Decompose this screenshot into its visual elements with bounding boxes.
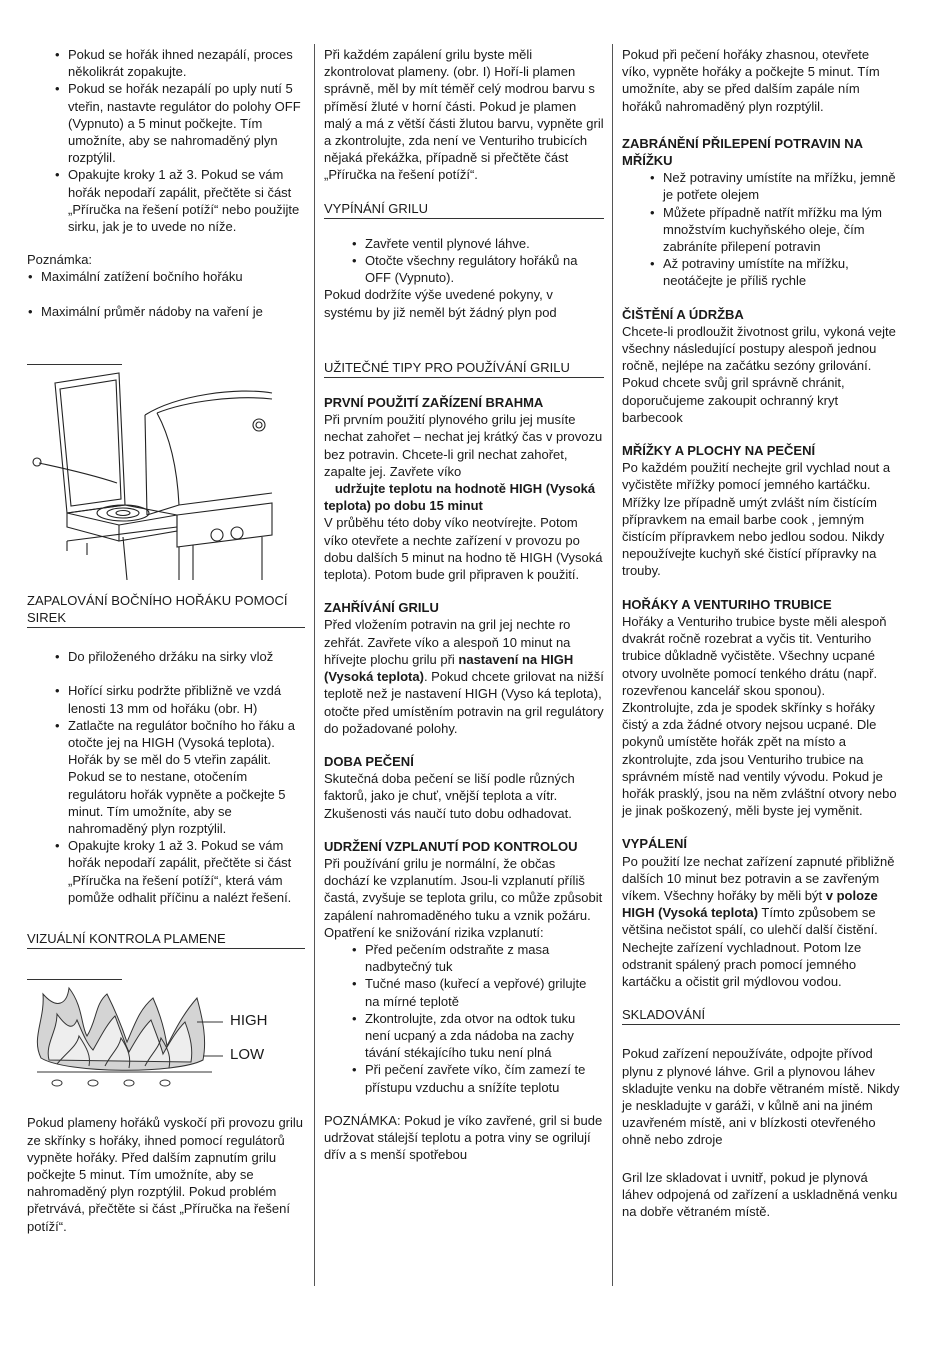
flame-check-intro: Při každém zapálení grilu byste měli zkontrolovat plameny. (obr. I) Hoří-li plamen správně, měl by mít téměř celý modrou barvu s příměsí žluté v horní části. Pokud je plamen malý a má z větší části žlutou barvu, vypněte gril a zkontrolujte, zda není ve Venturiho trubicích nějaká překážka, případně si přečtěte část „Příručka na řešení potíží“. xyxy=(324,47,604,183)
flame-illustration xyxy=(27,980,307,1090)
visual-check-heading: VIZUÁLNÍ KONTROLA PLAMENE xyxy=(27,930,305,949)
preheat-text-a: Před vložením potravin na gril jej nechte ro zehřát. Zavřete víko a alespoň 10 minut na hřívejte plochu grilu při xyxy=(324,617,571,667)
list-item: • Pokud se hořák ihned nezapálí, proces několikrát zopakujte. xyxy=(68,46,305,80)
flare-up-list xyxy=(324,941,604,1096)
burn-off-text-b: Tímto způsobem se většina nečistot spálí, co ulehčí další čistění. Nechejte zařízení vychladnout. Potom lze odstranit spálený prach pomocí jemného kartáčku a očistit gril mýdlovou vodou. xyxy=(622,905,878,989)
match-lighting-heading: ZAPALOVÁNÍ BOČNÍHO HOŘÁKU POMOCÍ SIREK xyxy=(27,592,305,628)
cooking-time-heading: DOBA PEČENÍ xyxy=(324,753,414,769)
cleaning-heading: ČIŠTĚNÍ A ÚDRŽBA xyxy=(622,306,744,322)
grill-off-list xyxy=(324,235,604,287)
column-divider-right xyxy=(612,44,613,1286)
list-item: • Maximální průměr nádoby na vaření je xyxy=(41,303,305,320)
list-item: • Maximální zatížení bočního hořáku xyxy=(41,268,305,285)
burners-text: Hořáky a Venturiho trubice byste měli alespoň dvakrát ročně rozebrat a vyčis tit. Venturiho trubice důkladně vyčistěte. Všechny ucpané otvory uvolněte pomocí tenkého drátu (např. rozevřenou kancelář skou sponou). Zkontrolujte, zda je spodek skřínky s hořáky čistý a zda žádné otvory nejsou ucpané. Dle pokynů umístěte hořák zpět na místo a zkontrolujte, zda jsou Venturiho trubice na správném místě nad ventily vývodu. Pokud je hořák prasklý, jsou na něm zvláštní otvory nebo je jinak poškozený, měli byste jej vyměnit. xyxy=(622,613,897,819)
flame-high-label: HIGH xyxy=(230,1012,268,1030)
note-label: Poznámka: xyxy=(27,252,93,268)
burn-off-bold: v poloze HIGH (Vysoká teplota) xyxy=(622,887,878,921)
grill-off-heading: VYPÍNÁNÍ GRILU xyxy=(324,200,604,219)
anti-stick-heading: ZABRÁNĚNÍ PŘILEPENÍ POTRAVIN NA MŘÍŽKU xyxy=(622,135,863,169)
preheat-bold: nastavení na HIGH (Vysoká teplota) xyxy=(324,651,574,685)
list-item: • Pokud se hořák nezapálí po uply nutí 5 vteřin, nastavte regulátor do polohy OFF (Vypnuto) a 5 minut počkejte. Tím umožníte, aby se nahromaděný plyn rozptýlil. xyxy=(68,80,305,166)
burn-off-text-a: Po použití lze nechat zařízení zapnuté přibližně dalších 10 minut bez potravin a se zavřeným víkem. Všechny hořáky by měli být xyxy=(622,853,895,903)
list-item: • Než potraviny umístíte na mřížku, jemně je potřete olejem xyxy=(663,169,900,203)
list-item: • Před pečením odstraňte z masa nadbytečný tuk xyxy=(365,941,604,975)
grill-off-text: Pokud dodržíte výše uvedené pokyny, v systému by již neměl být žádný plyn pod xyxy=(324,287,557,320)
list-item: • Tučné maso (kuřecí a vepřové) grilujte na mírné teplotě xyxy=(365,975,604,1009)
list-item: • Otočte všechny regulátory hořáků na OFF (Vypnuto). xyxy=(365,252,604,286)
storage-text-a: Pokud zařízení nepoužíváte, odpojte přívod plynu z plynové láhve. Gril a plynovou láhev skladujte venku na dobře větraném místě. Nikdy je neskladujte v garáži, v kůlně ani na jiném uzavřeném místě, ani v blízkosti otevřeného ohně nebo zdroje xyxy=(622,1046,900,1148)
list-item: • Zavřete ventil plynové láhve. xyxy=(365,235,604,252)
note-list xyxy=(27,268,305,319)
list-item: • Opakujte kroky 1 až 3. Pokud se vám hořák nepodaří zapálit, přečtěte si část „Příručka na řešení potíží“, která vám pomůže odhalit příčinu a nalézt řešení. xyxy=(68,837,305,906)
burn-off-text xyxy=(622,853,900,991)
burn-off-heading: VYPÁLENÍ xyxy=(622,836,688,852)
list-item: • Až potraviny umístíte na mřížku, neotáčejte je příliš rychle xyxy=(663,255,900,289)
flame-figure xyxy=(27,980,305,1102)
flare-up-text: Při používání grilu je normální, že občas dochází ke vzplanutím. Jsou-li vzplanutí příliš častá, zvyšuje se teplota grilu, co může způsobit zapálení nahromaděného tuku a vznik požáru. xyxy=(324,855,603,923)
preheat-text xyxy=(324,616,604,736)
burner-out-text: Pokud při pečení hořáky zhasnou, otevřete víko, vypněte hořáky a počkejte 5 minut. Tím umožníte, aby se před dalším zapále ním hořáků nahromaděný plyn rozptýlil. xyxy=(622,47,880,114)
list-item: • Zatlačte na regulátor bočního ho řáku a otočte jej na HIGH (Vysoká teplota). Hořák by se měl do 5 vteřin zapálit. Pokud se to nestane, otočením regulátoru hořák vypněte a počkejte 5 minut. Tím umožníte, aby se nahromaděný plyn rozptýlil. xyxy=(68,717,305,837)
flare-up-heading: UDRŽENÍ VZPLANUTÍ POD KONTROLOU xyxy=(324,838,578,854)
storage-text-b: Gril lze skladovat i uvnitř, pokud je plynová láhev odpojená od zařízení a uskladněná venku na dobře větraném místě. xyxy=(622,1169,898,1219)
anti-stick-list xyxy=(622,169,900,289)
first-use-bold: udržujte teplotu na hodnotě HIGH (Vysoká teplota) po dobu 15 minut xyxy=(324,481,596,514)
column-2 xyxy=(324,46,604,1163)
list-item: • Do přiloženého držáku na sirky vlož xyxy=(68,648,305,665)
list-item: • Opakujte kroky 1 až 3. Pokud se vám hořák nepodaří zapálit, přečtěte si část „Příručka na řešení potíží“ nebo použijte sirku, jak je to uvede no níže. xyxy=(68,166,305,235)
first-use-heading: PRVNÍ POUŽITÍ ZAŘÍZENÍ BRAHMA xyxy=(324,395,544,411)
ignition-retry-list xyxy=(27,46,305,235)
storage-heading: SKLADOVÁNÍ xyxy=(622,1006,900,1025)
flame-low-label: LOW xyxy=(230,1046,265,1064)
list-item: • Při pečení zavřete víko, čím zamezí te přístupu vzduchu a snížíte teplotu xyxy=(365,1061,604,1095)
grates-heading: MŘÍŽKY A PLOCHY NA PEČENÍ xyxy=(622,443,816,459)
lid-note: POZNÁMKA: Pokud je víko zavřené, gril si bude udržovat stálejší teplotu a potra viny se ogrilují dřív a s menší spotřebou xyxy=(324,1112,603,1163)
list-item: • Hořící sirku podržte přibližně ve vzdá lenosti 13 mm od hořáku (obr. H) xyxy=(68,682,305,716)
list-item: • Můžete případně natřít mřížku ma lým množstvím kuchyňského oleje, čím zabráníte přilepení potravin xyxy=(663,204,900,256)
flame-paragraph: Pokud plameny hořáků vyskočí při provozu grilu ze skřínky s hořáky, ihned pomocí regulátorů vypněte hořáky. Před dalším zapnutím grilu počkejte 5 minut. Tím umožníte, aby se nahromaděný plyn rozptýlil. Pokud problém přetrvává, přečtěte si část „Příručka na řešení potíží“. xyxy=(27,1115,304,1234)
first-use-text-b: V průběhu této doby víko neotvírejte. Potom víko otevřete a nechte zařízení v provozu po dobu dalších 5 minut na hodno tě HIGH (Vysoká teplota). Potom bude gril připraven k použití. xyxy=(324,515,603,583)
burners-heading: HOŘÁKY A VENTURIHO TRUBICE xyxy=(622,596,832,612)
cleaning-text: Chcete-li prodloužit životnost grilu, vykoná vejte všechny následující postupy alespoň jednou ročně, nejlépe na začátku sezóny grilování. Pokud chcete svůj gril správně chránit, doporučujeme zakoupit ochranný kryt barbecook xyxy=(622,323,896,425)
side-burner-illustration xyxy=(27,365,277,580)
grates-text: Po každém použití nechejte gril vychlad nout a vyčistěte mřížky pomocí jemného kartáčku. Mřížky lze případně umýt zvlášt ním čistícím přípravkem na email barbe cook , jemným čistícím přípravkem nebo jedlou sodou. Nikdy nepoužívejte kuchyň ské čistící přípravky na trouby. xyxy=(622,460,891,579)
first-use-text xyxy=(324,411,604,514)
match-lighting-list xyxy=(27,648,305,906)
preheat-text-b: . Pokud chcete grilovat na nižší teplotě než je nastavení HIGH (Vyso ká teplota), otočte před umístěním potravin na gril regulátory do požadované polohy. xyxy=(324,669,604,736)
column-3 xyxy=(622,46,900,1220)
list-item: • Zkontrolujte, zda otvor na odtok tuku není ucpaný a zda nádoba na zachy távání stékajícího tuku není plná xyxy=(365,1010,604,1062)
column-1 xyxy=(27,46,305,1235)
flare-up-label: Opatření ke snižování rizika vzplanutí: xyxy=(324,924,544,940)
cooking-time-text: Skutečná doba pečení se liší podle různých faktorů, jako je chuť, vnější teplota a vítr. Zkušenosti vás naučí tuto dobu odhadovat. xyxy=(324,771,575,821)
column-divider-left xyxy=(314,44,315,1286)
first-use-text-a: Při prvním použití plynového grilu jej musíte nechat zahořet – nechat jej krátký čas v provozu bez potravin. Chcete-li gril nechat zahořet, zapalte jej. Zavřete víko xyxy=(324,412,603,479)
tips-heading: UŽITEČNÉ TIPY PRO POUŽÍVÁNÍ GRILU xyxy=(324,359,604,378)
preheat-heading: ZAHŘÍVÁNÍ GRILU xyxy=(324,600,439,616)
